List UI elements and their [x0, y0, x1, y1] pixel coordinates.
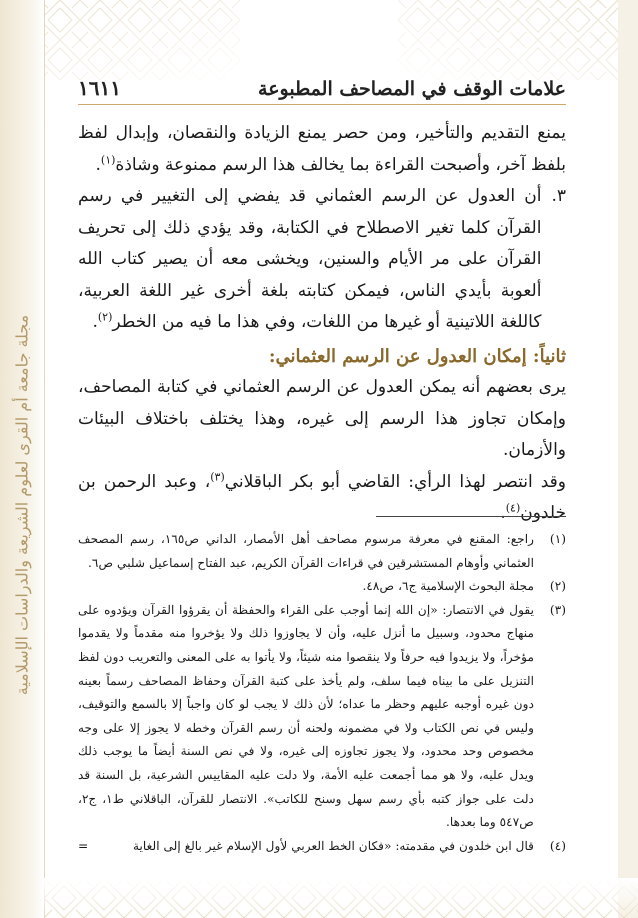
point-text: أن العدول عن الرسم العثماني قد يفضي إلى التغيير في رسم القرآن كلما تغير الاصطلاح في الكتابة، وقد يؤدي ذلك إلى تحريف القرآن على مر الأيام والسنين، ويخشى معه أن يصير كتاب الله ألعوبة بأيدي الناس، فيمكن كتابته بلغة أخرى غير اللغة العربية، كاللغة اللاتينية أو غيرها من اللغات، وفي هذا ما فيه من الخطر — [78, 186, 542, 332]
footnote-number: (٤) — [549, 838, 566, 853]
footnote-ref[interactable]: (١) — [100, 152, 116, 166]
footnote-number: (٢) — [549, 579, 566, 594]
footnote-number: (١) — [549, 532, 566, 546]
paragraph-2: يرى بعضهم أنه يمكن العدول عن الرسم العثماني في كتابة المصاحف، وإمكان تجاوز هذا الرسم إلى غيره، وهذا يختلف باختلاف البيئات والأزمان. — [78, 377, 566, 460]
page-number: ١٦١١ — [78, 76, 121, 100]
paragraph-3-text-b: ، وعبد الرحمن بن خلدون — [78, 471, 566, 523]
intro-line-1: يمنع التقديم والتأخير، ومن حصر يمنع الزيادة والنقصان، وإبدال لفظ — [78, 123, 566, 143]
footnote-text: قال ابن خلدون في مقدمته: «فكان الخط العربي لأول الإسلام غير بالغ إلى الغاية — [132, 838, 534, 853]
section-heading: ثانياً: إمكان العدول عن الرسم العثماني: — [268, 345, 566, 367]
footnote — [78, 528, 566, 575]
footnote — [78, 575, 566, 599]
point-3 — [78, 181, 566, 339]
right-margin-ribbon — [618, 0, 638, 918]
footnote — [78, 599, 566, 835]
continuation-mark: = — [78, 838, 89, 853]
bottom-pattern — [44, 878, 638, 918]
footnote-number: (٣) — [549, 602, 566, 617]
paragraph-3-end: . — [500, 503, 506, 523]
intro-end: . — [95, 154, 101, 175]
footnote-text: يقول في الانتصار: «إن الله إنما أوجب على القراء والحفظة أن يقرؤوا القرآن ويؤدوه على منهاج محدود، وسبيل ما أنزل عليه، وأن لا يجاوزوا ذلك ولا يؤخروا منه مقدماً ولا يقدموا مؤخراً، ولا يزيدوا فيه حرفاً ولا ينقصوا منه شيئاً، ولا يأتوا به على المعنى والتعريب دون لفظ التنزيل على ما بيناه فيما سلف، ولم يأخذ على كتبة القرآن وحفاظ المصاحف رسماً بعينه دون غيره أوجبه عليهم وحظر ما عداه؛ لأن ذلك لا يجب لو كان واجباً إلا بالسمع والتوقيف، وليس في نص الكتاب ولا في مضمونه ولحنه أن رسم القرآن وخطه لا يجوز إلا على وجه مخصوص وحد محدود، ولا يجوز تجاوزه إلى غيره، ولا في نص السنة أيضاً ما يوجب ذلك ويدل عليه، ولا هو مما أجمعت عليه الأمة، ولا دلت عليه المقاييس الشرعية، بل السنة قد دلت على جواز كتبه بأي رسم سهل وسنح للكاتب». الانتصار للقرآن، الباقلاني ط١، ج٢، ص٥٤٧ وما بعدها. — [78, 602, 534, 830]
intro-paragraph — [78, 118, 566, 181]
point-body — [78, 181, 541, 339]
point-end: . — [92, 312, 98, 332]
footnotes — [78, 528, 566, 858]
journal-name: مجلة جامعة أم القرى لعلوم الشريعة والدراسات الإسلامية — [12, 314, 32, 696]
footnote-ref[interactable]: (٣) — [210, 469, 225, 483]
journal-side-strip — [0, 0, 45, 918]
footnote — [78, 835, 566, 859]
footnote-ref[interactable]: (٢) — [97, 310, 113, 324]
page-header — [78, 60, 566, 105]
main-text — [78, 118, 566, 530]
footnote-separator — [376, 516, 566, 517]
footnote-ref[interactable]: (٤) — [505, 501, 521, 515]
running-title: علامات الوقف في المصاحف المطبوعة — [258, 78, 566, 100]
footnote-text: راجع: المقنع في معرفة مرسوم مصاحف أهل الأمصار، الداني ص١٦٥، رسم المصحف العثماني وأوهام المستشرقين في قراءات القرآن الكريم، عبد الفتاح إسماعيل شلبي ص٦. — [78, 532, 534, 570]
paragraph-3-text-a: وقد انتصر لهذا الرأي: القاضي أبو بكر الباقلاني — [224, 471, 566, 492]
point-number: ٣. — [551, 186, 566, 206]
intro-line-2: بلفظ آخر، وأصبحت القراءة بما يخالف هذا الرسم ممنوعة وشاذة — [115, 154, 566, 175]
footnote-text: مجلة البحوث الإسلامية ج٦، ص٤٨. — [362, 579, 534, 594]
paragraph-3 — [78, 467, 566, 530]
